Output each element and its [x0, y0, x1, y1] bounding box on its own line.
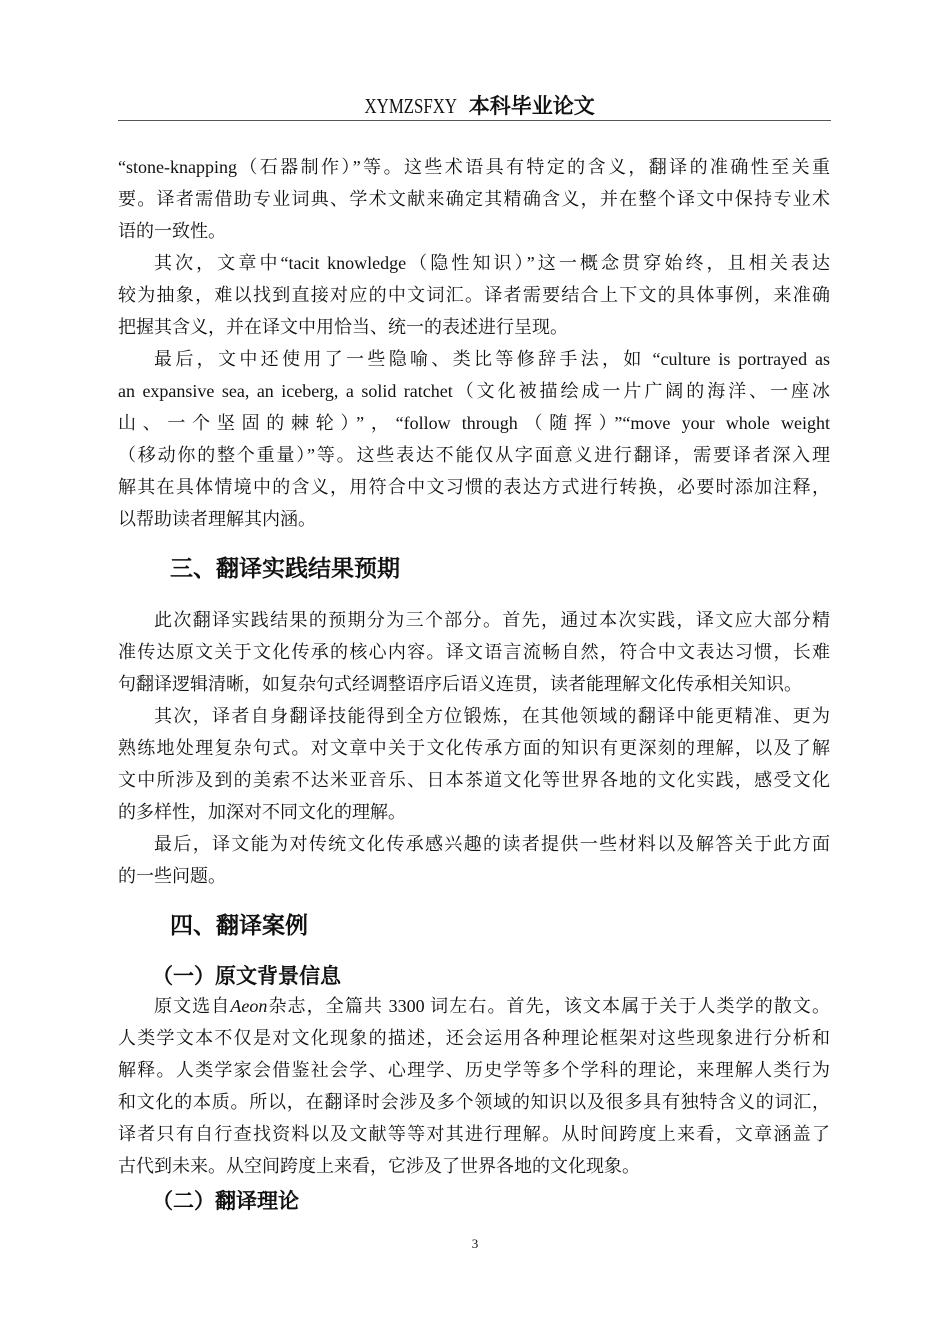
- paragraph-line: 古代到未来。从空间跨度上来看，它涉及了世界各地的文化现象。: [118, 1156, 640, 1176]
- paragraph-line: 此次翻译实践结果的预期分为三个部分。首先，通过本次实践，译文应大部分精: [154, 610, 830, 630]
- paragraph-line: 的多样性，加深对不同文化的理解。: [118, 802, 406, 822]
- paragraph-line: 要。译者需借助专业词典、学术文献来确定其精确含义，并在整个译文中保持专业术: [118, 189, 830, 209]
- paragraph-line: 文中所涉及到的美索不达米亚音乐、日本茶道文化等世界各地的文化实践，感受文化: [118, 770, 830, 790]
- paragraph-line: 和文化的本质。所以，在翻译时会涉及多个领域的知识以及很多具有独特含义的词汇，: [118, 1092, 830, 1112]
- paragraph-line: 最后，文中还使用了一些隐喻、类比等修辞手法，如 “culture is portrayed as: [154, 349, 830, 369]
- paragraph-line: 把握其含义，并在译文中用恰当、统一的表述进行呈现。: [118, 317, 568, 337]
- text-span: 原文选自: [154, 996, 231, 1016]
- page-number: 3: [471, 1236, 479, 1251]
- paragraph-line: 熟练地处理复杂句式。对文章中关于文化传承方面的知识有更深刻的理解，以及了解: [118, 738, 830, 758]
- paragraph-line: “stone-knapping（石器制作）”等。这些术语具有特定的含义，翻译的准确性至关重: [118, 157, 830, 177]
- paragraph-line: 解释。人类学家会借鉴社会学、心理学、历史学等多个学科的理论，来理解人类行为: [118, 1060, 830, 1080]
- paragraph-line: 最后，译文能为对传统文化传承感兴趣的读者提供一些材料以及解答关于此方面: [154, 834, 830, 854]
- header-latin: XYMZSFXY: [364, 94, 458, 118]
- header-rule: [118, 120, 831, 121]
- paragraph-line: 解其在具体情境中的含义，用符合中文习惯的表达方式进行转换，必要时添加注释，: [118, 477, 830, 497]
- paragraph-line: 较为抽象，难以找到直接对应的中文词汇。译者需要结合上下文的具体事例，来准确: [118, 285, 830, 305]
- paragraph-line: 山、一个坚固的棘轮）”，“follow through（随挥）”“move your whole weight: [118, 413, 830, 433]
- paragraph-line: （移动你的整个重量）”等。这些表达不能仅从字面意义进行翻译，需要译者深入理: [118, 445, 830, 465]
- paragraph-line: 以帮助读者理解其内涵。: [118, 509, 316, 529]
- page-header: [118, 92, 830, 120]
- section-heading-3: 三、翻译实践结果预期: [170, 556, 400, 582]
- paragraph-line: [154, 994, 830, 1018]
- paragraph-line: 其次，译者自身翻译技能得到全方位锻炼，在其他领域的翻译中能更精准、更为: [154, 706, 830, 726]
- paragraph-line: 译者只有自行查找资料以及文献等等对其进行理解。从时间跨度上来看，文章涵盖了: [118, 1124, 830, 1144]
- paragraph-line: 人类学文本不仅是对文化现象的描述，还会运用各种理论框架对这些现象进行分析和: [118, 1028, 830, 1048]
- paragraph-line: 的一些问题。: [118, 866, 226, 886]
- section-heading-4: 四、翻译案例: [170, 913, 308, 939]
- subsection-heading-1: （一）原文背景信息: [152, 964, 341, 988]
- italic-journal-name: Aeon: [230, 996, 268, 1016]
- paragraph-line: 准传达原文关于文化传承的核心内容。译文语言流畅自然，符合中文表达习惯，长难: [118, 642, 830, 662]
- subsection-heading-2: （二）翻译理论: [152, 1189, 299, 1213]
- header-title: 本科毕业论文: [468, 94, 595, 118]
- paragraph-line: an expansive sea, an iceberg, a solid ratchet（文化被描绘成一片广阔的海洋、一座冰: [118, 381, 830, 401]
- paragraph-line: 句翻译逻辑清晰，如复杂句式经调整语序后语义连贯，读者能理解文化传承相关知识。: [118, 674, 802, 694]
- paragraph-line: 其次，文章中“tacit knowledge（隐性知识）”这一概念贯穿始终，且相关表达: [154, 253, 830, 273]
- paragraph-line: 语的一致性。: [118, 221, 226, 241]
- text-span: 杂志，全篇共 3300 词左右。首先，该文本属于关于人类学的散文。: [267, 996, 831, 1016]
